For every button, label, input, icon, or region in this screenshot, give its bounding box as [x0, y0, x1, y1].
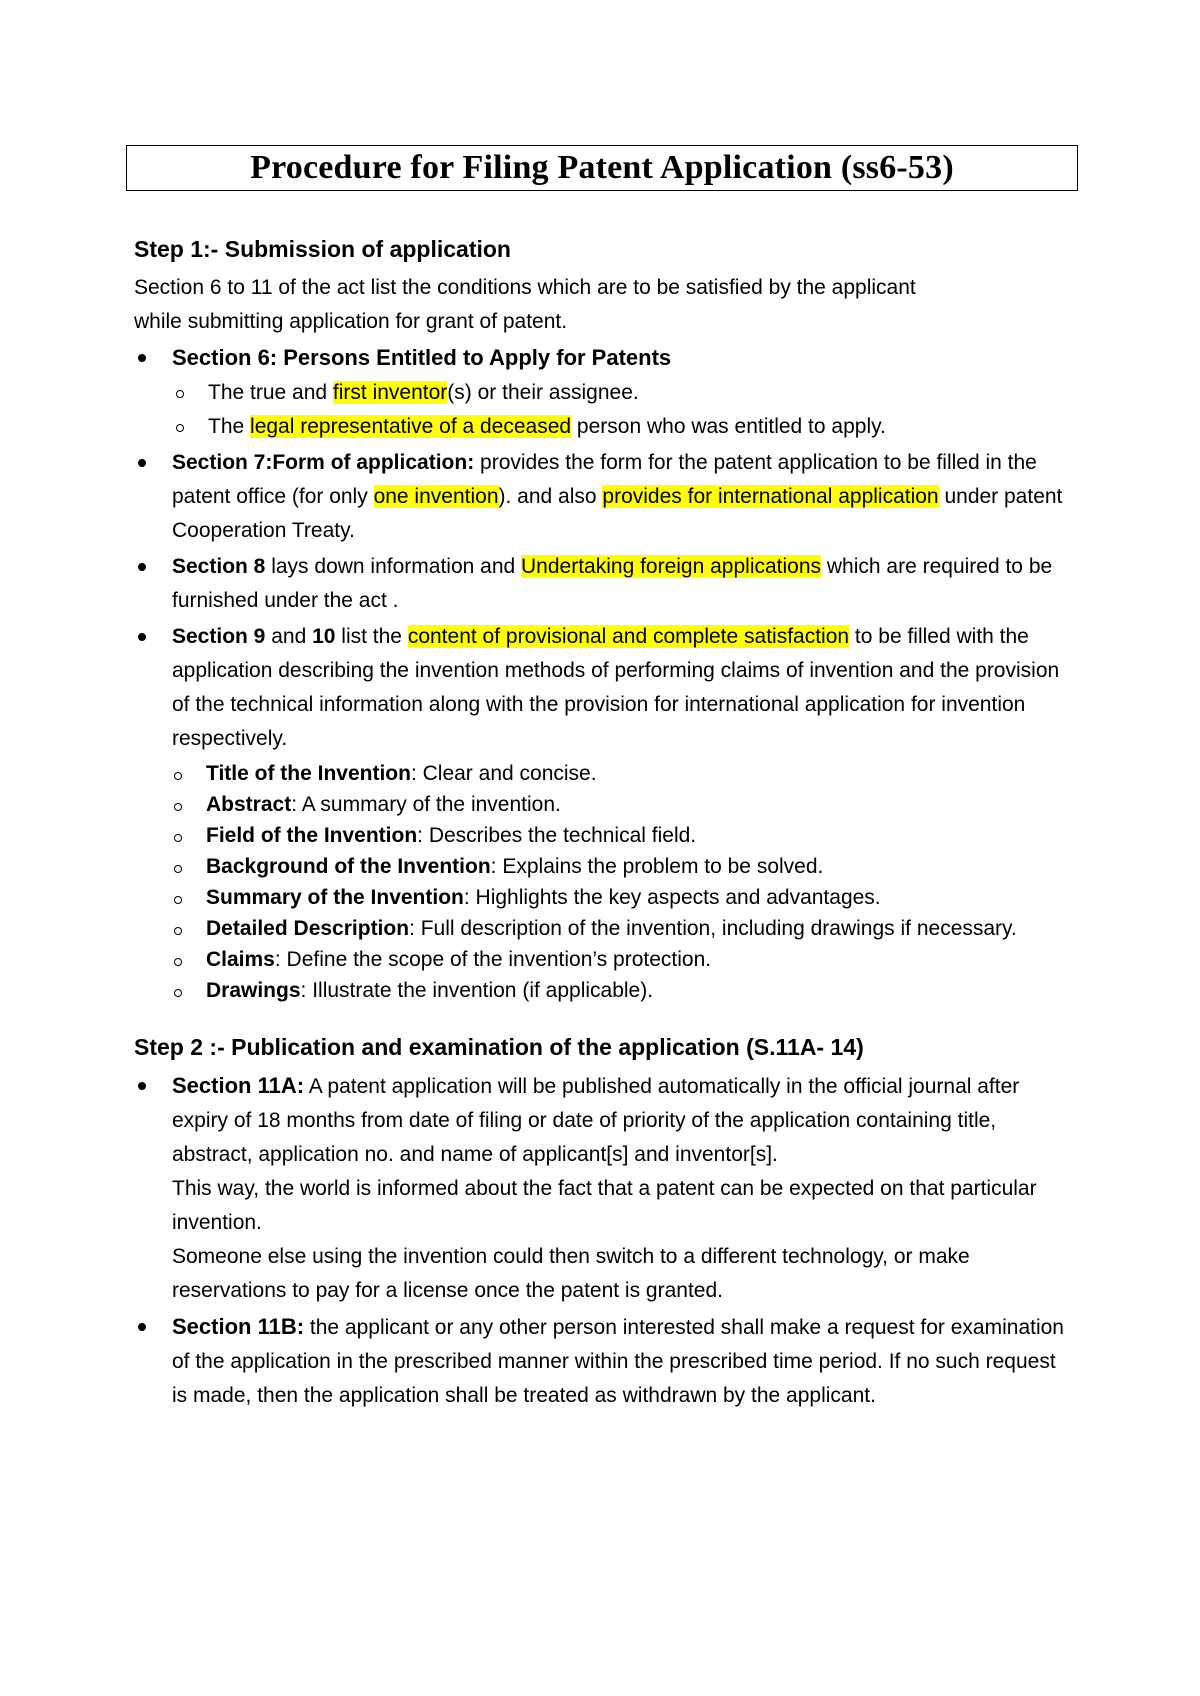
- list-item: [170, 789, 1074, 820]
- step1-heading: Step 1:- Submission of application: [134, 236, 511, 262]
- item-text: : Clear and concise.: [410, 762, 597, 785]
- section-11a-title: Section 11A:: [172, 1073, 305, 1098]
- text: list the: [335, 625, 408, 648]
- text: This way, the world is informed about the fact that a patent can be expected on that particular invention.: [172, 1177, 1037, 1234]
- section-6-sub2: [172, 410, 1074, 444]
- title-box: [126, 145, 1078, 191]
- item-label: Abstract: [206, 793, 292, 816]
- item-text: : Define the scope of the invention’s protection.: [274, 948, 712, 971]
- list-item: [170, 944, 1074, 975]
- section-10-title: 10: [312, 625, 336, 648]
- section-6-item: [134, 341, 1074, 444]
- highlight: one invention: [373, 485, 499, 508]
- text: person who was entitled to apply.: [571, 415, 886, 438]
- item-text: : Describes the technical field.: [417, 824, 697, 847]
- text: The: [208, 415, 251, 438]
- text: ). and also: [498, 485, 603, 508]
- section-7-title: Section 7:Form of application:: [172, 451, 475, 474]
- application-contents-list: [170, 758, 1074, 1006]
- highlight: Undertaking foreign applications: [521, 555, 822, 578]
- item-label: Background of the Invention: [206, 855, 491, 878]
- section-8-item: [134, 550, 1074, 618]
- item-label: Claims: [206, 948, 275, 971]
- step1-sections-list: [134, 341, 1074, 756]
- text: under patent Cooperation Treaty.: [172, 485, 1063, 542]
- item-text: : Highlights the key aspects and advantages.: [463, 886, 881, 909]
- section-6-sublist: [172, 376, 1074, 444]
- section-9-10-item: [134, 620, 1074, 756]
- list-item: [170, 851, 1074, 882]
- text: and: [265, 625, 313, 648]
- text: to be filled with the application describing the invention methods of performing claims of invention and the provision of the technical information along with the provision for international application for invention respectively.: [172, 625, 1060, 750]
- highlight: provides for international application: [602, 485, 939, 508]
- item-label: Drawings: [206, 979, 301, 1002]
- list-item: [170, 882, 1074, 913]
- page-title: Procedure for Filing Patent Application (ss6-53): [250, 149, 954, 186]
- item-label: Summary of the Invention: [206, 886, 464, 909]
- item-text: : Illustrate the invention (if applicable).: [300, 979, 654, 1002]
- highlight: legal representative of a deceased: [250, 415, 572, 438]
- list-item: [170, 913, 1074, 944]
- item-label: Title of the Invention: [206, 762, 411, 785]
- step1-intro-line1: Section 6 to 11 of the act list the conditions which are to be satisfied by the applicant: [134, 276, 916, 299]
- section-11b-title: Section 11B:: [172, 1314, 305, 1339]
- section-9-title: Section 9: [172, 625, 266, 648]
- text: which are required to be furnished under the act .: [172, 555, 1053, 612]
- highlight: content of provisional and complete satisfaction: [407, 625, 850, 648]
- document-body: [134, 236, 1074, 1415]
- item-text: : Full description of the invention, including drawings if necessary.: [409, 917, 1017, 940]
- text: A patent application will be published automatically in the official journal after expiry of 18 months from date of filing or date of priority of the application containing title, abstract, application no. and name of applicant[s] and inventor[s].: [172, 1075, 1020, 1166]
- section-8-title: Section 8: [172, 555, 266, 578]
- step1-intro-line2: while submitting application for grant of patent.: [134, 310, 568, 333]
- section-7-item: [134, 446, 1074, 548]
- item-text: : A summary of the invention.: [291, 793, 561, 816]
- text: lays down information and: [265, 555, 522, 578]
- text: the applicant or any other person interested shall make a request for examination of the application in the prescribed manner within the prescribed time period. If no such request is made, then the application shall be treated as withdrawn by the applicant.: [172, 1316, 1064, 1407]
- list-item: [170, 758, 1074, 789]
- highlight: first inventor: [332, 381, 448, 404]
- step2-sections-list: [134, 1069, 1074, 1413]
- list-item: [170, 820, 1074, 851]
- item-label: Detailed Description: [206, 917, 410, 940]
- text: (s) or their assignee.: [447, 381, 639, 404]
- section-6-sub1: [172, 376, 1074, 410]
- item-label: Field of the Invention: [206, 824, 418, 847]
- section-11b-item: [134, 1310, 1074, 1413]
- step2-heading: Step 2 :- Publication and examination of the application (S.11A- 14): [134, 1034, 864, 1060]
- section-11a-item: [134, 1069, 1074, 1308]
- section-6-title: Section 6: Persons Entitled to Apply for Patents: [172, 345, 672, 370]
- item-text: : Explains the problem to be solved.: [490, 855, 824, 878]
- text: The true and: [208, 381, 333, 404]
- step1-intro: [134, 271, 1074, 339]
- text: provides the form for the patent application to be filled in the patent office (for only: [172, 451, 1037, 508]
- list-item: [170, 975, 1074, 1006]
- text: Someone else using the invention could then switch to a different technology, or make reservations to pay for a license once the patent is granted.: [172, 1245, 970, 1302]
